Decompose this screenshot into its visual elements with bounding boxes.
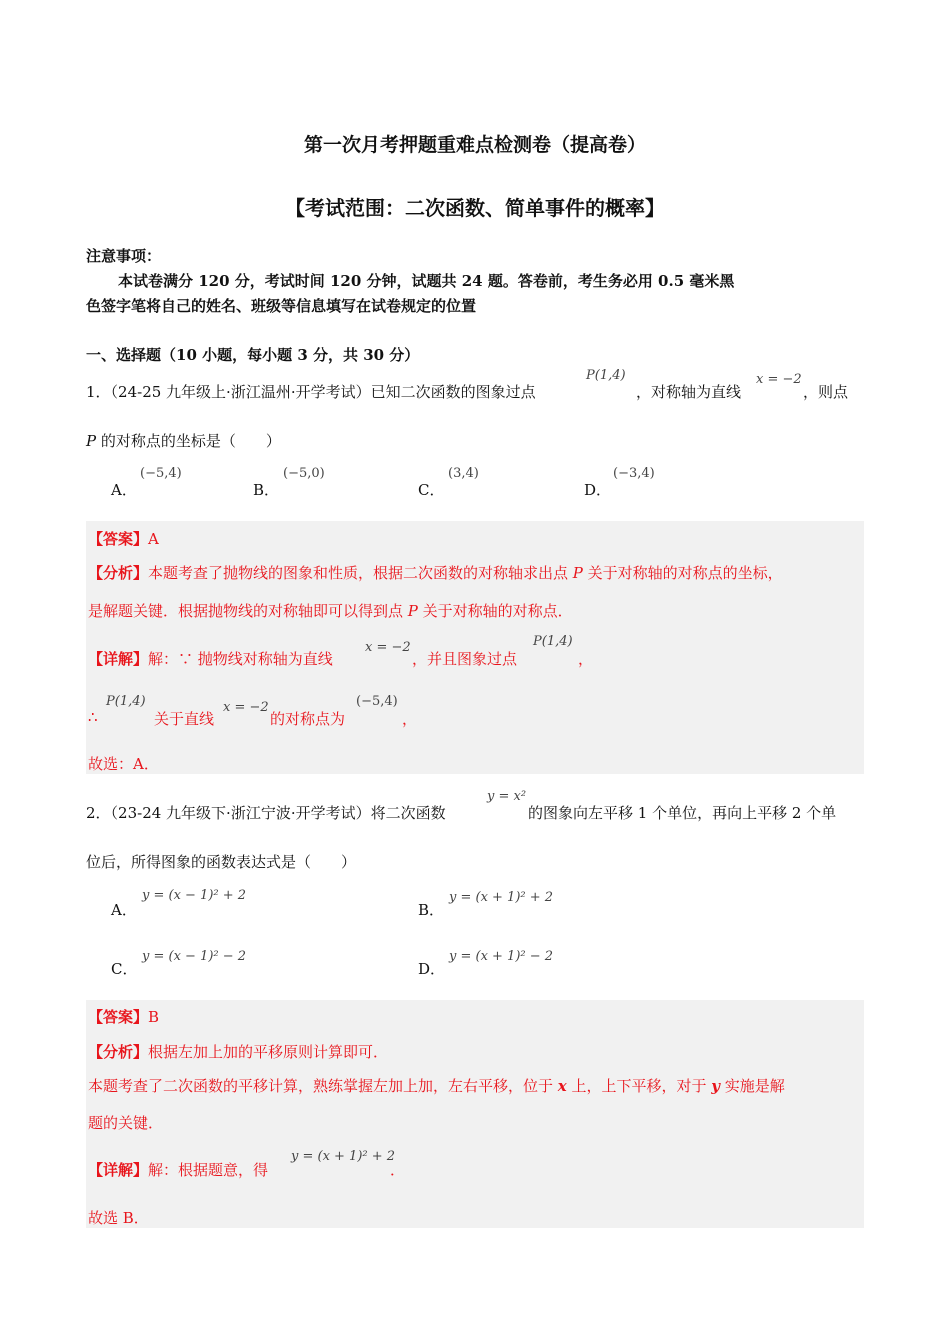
q2-option-b-label[interactable]: B． [418,901,445,919]
q1-detail-2a: ∴ [88,708,98,726]
q1-stem-line2 [86,430,281,451]
q1-point: P(1,4) [586,368,626,383]
q1-axis: x = −2 [756,372,802,387]
q2-analysis-y: y [711,1077,720,1095]
q1-analysis-2a: 是解题关键．根据抛物线的对称轴即可以得到点 [88,602,408,620]
q2-answer-tag: 【答案】 [88,1008,149,1026]
q1-option-b-value: (−5,0) [283,466,325,481]
q2-stem-a: 2．（23-24 九年级下·浙江宁波·开学考试）将二次函数 [86,804,446,822]
q2-analysis-2a: 本题考查了二次函数的平移计算，熟练掌握左加上加，左右平移，位于 [88,1077,558,1095]
q1-option-a-value: (−5,4) [140,466,182,481]
page-title: 第一次月考押题重难点检测卷（提高卷） [303,134,646,156]
q2-option-b-value: y = (x + 1)² + 2 [449,890,554,905]
q2-option-c-label[interactable]: C． [111,960,138,978]
q1-answer-tag: 【答案】 [88,530,149,548]
q2-analysis-line-3: 题的关键． [88,1114,164,1132]
q2-option-c-value: y = (x − 1)² − 2 [142,949,247,964]
q1-option-c-label[interactable]: C． [418,481,445,499]
q2-option-d-label[interactable]: D． [418,960,446,978]
q1-stem-a: 1．（24-25 九年级上·浙江温州·开学考试）已知二次函数的图象过点 [86,383,536,401]
q2-analysis-2b: 上，上下平移，对于 [566,1077,712,1095]
q1-option-d-label[interactable]: D． [584,481,612,499]
q2-conclusion: 故选 B． [88,1209,149,1227]
q1-analysis-var-2: P [407,602,418,620]
q2-option-d-value: y = (x + 1)² − 2 [449,949,554,964]
q2-stem-line2: 位后，所得图象的函数表达式是（ ） [86,853,357,871]
q1-answer [88,528,159,549]
q1-detail-point: P(1,4) [533,634,573,649]
q1-option-b-label[interactable]: B． [253,481,280,499]
q1-detail-2c: 的对称点为 [270,710,346,728]
q2-func: y = x² [487,789,527,804]
q2-stem-b: 的图象向左平移 1 个单位，再向上平移 2 个单 [528,804,837,822]
q1-stem-c: ，则点 [803,383,849,401]
q2-analysis-line-1 [88,1041,388,1062]
q1-detail-line-1 [88,648,333,669]
q1-option-c-value: (3,4) [448,466,479,481]
q1-detail-2-point: P(1,4) [106,694,146,709]
q1-conclusion: 故选：A． [88,755,159,773]
notice-line-2: 色签字笔将自己的姓名、班级等信息填写在试卷规定的位置 [86,297,477,315]
q1-detail-1b: ，并且图象过点 [412,650,518,668]
q2-analysis-1: 根据左加上加的平移原则计算即可． [148,1043,389,1061]
q1-detail-1c: ， [578,650,594,668]
q1-analysis-2b: 关于对称轴的对称点． [417,602,573,620]
q2-detail-tag: 【详解】 [88,1161,149,1179]
q2-analysis-tag: 【分析】 [88,1043,149,1061]
q1-detail-tag: 【详解】 [88,650,149,668]
q1-analysis-line-2 [88,600,573,621]
q1-answer-block [86,521,864,774]
q2-answer [88,1006,159,1027]
notice-line-1: 本试卷满分 120 分，考试时间 120 分钟，试题共 24 题。答卷前，考生务必用 0.5 毫米黑 [118,272,735,290]
q1-detail-axis: x = −2 [365,640,411,655]
q2-analysis-line-2 [88,1075,785,1096]
notice-heading: 注意事项： [86,247,162,265]
q1-symmetric-point: (−5,4) [356,694,398,709]
q2-option-a-value: y = (x − 1)² + 2 [142,888,247,903]
q1-var-p: P [86,432,97,450]
q1-option-d-value: (−3,4) [613,466,655,481]
q1-stem-line2-text: 的对称点的坐标是（ ） [96,432,281,450]
q1-detail-2-axis: x = −2 [223,700,269,715]
q1-stem-b: ，对称轴为直线 [636,383,742,401]
q1-detail-2b: 关于直线 [154,710,215,728]
q1-analysis-tag: 【分析】 [88,564,149,582]
q2-analysis-x: x [557,1077,567,1095]
section-heading: 一、选择题（10 小题，每小题 3 分，共 30 分） [86,346,420,364]
q1-analysis-1b: 关于对称轴的对称点的坐标， [582,564,783,582]
q1-analysis-var: P [572,564,583,582]
q2-answer-block [86,1000,864,1228]
q1-analysis-1a: 本题考查了抛物线的图象和性质，根据二次函数的对称轴求出点 [148,564,573,582]
q1-detail-1a: 解：∵ 抛物线对称轴为直线 [148,650,333,668]
q2-answer-value: B [148,1008,160,1026]
q1-analysis-line-1 [88,562,783,583]
q2-option-a-label[interactable]: A． [111,901,137,919]
exam-scope: 【考试范围：二次函数、简单事件的概率】 [285,196,665,220]
q2-detail-line [88,1159,268,1180]
q1-answer-value: A [148,530,159,548]
q2-analysis-2c: 实施是解 [720,1077,785,1095]
q2-detail-b: ． [390,1161,406,1179]
q2-detail-a: 解：根据题意，得 [148,1161,269,1179]
q2-detail-expr: y = (x + 1)² + 2 [291,1149,396,1164]
q1-option-a-label[interactable]: A． [111,481,137,499]
q1-detail-2d: ， [402,710,418,728]
